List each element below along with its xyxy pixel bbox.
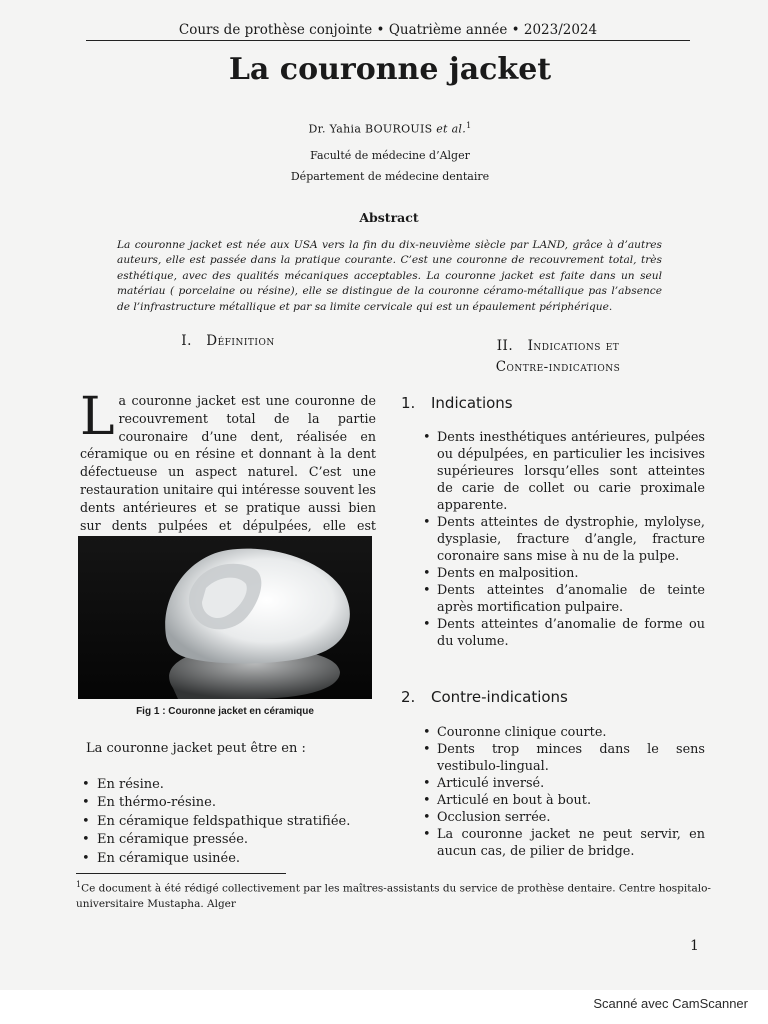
- subsection-number: 2.: [401, 688, 416, 706]
- subsection-title: Indications: [431, 394, 513, 412]
- list-item: • En thérmo-résine.: [80, 794, 380, 812]
- footnote-divider: [76, 873, 286, 874]
- document-title: La couronne jacket: [228, 52, 552, 87]
- drop-cap: L: [80, 387, 115, 447]
- subsection-number: 1.: [401, 394, 416, 412]
- list-item: • La couronne jacket ne peut servir, en aucun cas, de pilier de bridge.: [422, 826, 705, 860]
- abstract-text: La couronne jacket est née aux USA vers la fin du dix-neuvième siècle par LAND, grâce à d’autres auteurs, elle est passée dans la pratique courante. C’est une couronne de recouvrement total, très esthétique, avec des qualités mécaniques acceptables. La couronne jacket est faite dans un seul matériau ( porcelaine ou résine), elle se distingue de la couronne céramo-métallique pas l’absence de l’infrastructure métallique et par sa limite cervicale qui est un épaulement périphérique.: [117, 239, 662, 313]
- page-number: 1: [690, 938, 699, 954]
- list-item: • Dents atteintes d’anomalie de teinte après mortification pulpaire.: [422, 582, 705, 616]
- section-definition-heading: [80, 333, 376, 349]
- list-item: • En céramique usinée.: [80, 850, 380, 868]
- scanner-watermark: Scanné avec CamScanner: [593, 996, 748, 1011]
- list-item: • Occlusion serrée.: [422, 809, 705, 826]
- figure-caption: Fig 1 : Couronne jacket en céramique: [136, 706, 314, 717]
- author-footnote-mark: 1: [466, 121, 472, 130]
- author-name: Dr. Yahia BOUROUIS: [308, 122, 433, 136]
- figure-photo-jacket-crown: [78, 536, 372, 699]
- contraindications-list: [422, 724, 705, 860]
- list-item: • Articulé inversé.: [422, 775, 705, 792]
- materials-intro: La couronne jacket peut être en :: [86, 741, 306, 756]
- affiliation-department: Département de médecine dentaire: [290, 170, 490, 183]
- indications-list: [422, 429, 705, 650]
- list-item: • En résine.: [80, 776, 380, 794]
- section-title: Définition: [206, 333, 275, 349]
- crown-photo-illustration: [78, 536, 372, 699]
- list-item: • Dents en malposition.: [422, 565, 705, 582]
- section-indications-heading: [410, 336, 706, 378]
- definition-text: a couronne jacket est une couronne de recouvrement total de la partie couronaire d’une dent, réalisée en céramique ou en résine et donnant à la dent défectueuse un aspect naturel. C’est une restauration unitaire qui intéresse souvent les dents antérieures et se pratique aussi bien sur dents pulpées et dépulpées, elle est: [80, 393, 376, 533]
- section-number: I.: [181, 333, 192, 349]
- list-item: • Dents atteintes de dystrophie, mylolyse, dysplasie, fracture d’angle, fracture coronaire sans mise à nu de la pulpe.: [422, 514, 705, 565]
- definition-paragraph: [80, 387, 376, 552]
- contraindications-heading: [401, 688, 568, 706]
- running-header: Cours de prothèse conjointe • Quatrième année • 2023/2024: [86, 22, 690, 41]
- list-item: • Couronne clinique courte.: [422, 724, 705, 741]
- footnote-text: Ce document à été rédigé collectivement par les maîtres-assistants du service de prothèse dentaire. Centre hospitalo-universitaire Mustapha. Alger: [76, 882, 711, 910]
- footnote-mark: 1: [76, 880, 82, 889]
- subsection-title: Contre-indications: [431, 688, 568, 706]
- list-item: • En céramique pressée.: [80, 831, 380, 849]
- indications-heading: [401, 394, 513, 412]
- list-item: • Dents atteintes d’anomalie de forme ou du volume.: [422, 616, 705, 650]
- materials-list: [80, 776, 380, 868]
- list-item: • Articulé en bout à bout.: [422, 792, 705, 809]
- affiliation-faculty: Faculté de médecine d’Alger: [310, 149, 470, 162]
- section-number: II.: [496, 338, 514, 354]
- section-title-line2: Contre-indications: [495, 359, 621, 375]
- list-item: • Dents trop minces dans le sens vestibulo-lingual.: [422, 741, 705, 775]
- section-title-line1: Indications et: [527, 338, 620, 354]
- author-etal: et al.: [436, 122, 467, 136]
- list-item: • Dents inesthétiques antérieures, pulpées ou dépulpées, en particulier les incisives supérieures lorsqu’elles sont atteintes de carie de collet ou carie proximale apparente.: [422, 429, 705, 514]
- footnote: [76, 877, 712, 912]
- abstract-heading: Abstract: [359, 210, 419, 225]
- list-item: • En céramique feldspathique stratifiée.: [80, 813, 380, 831]
- author-line: [0, 121, 768, 136]
